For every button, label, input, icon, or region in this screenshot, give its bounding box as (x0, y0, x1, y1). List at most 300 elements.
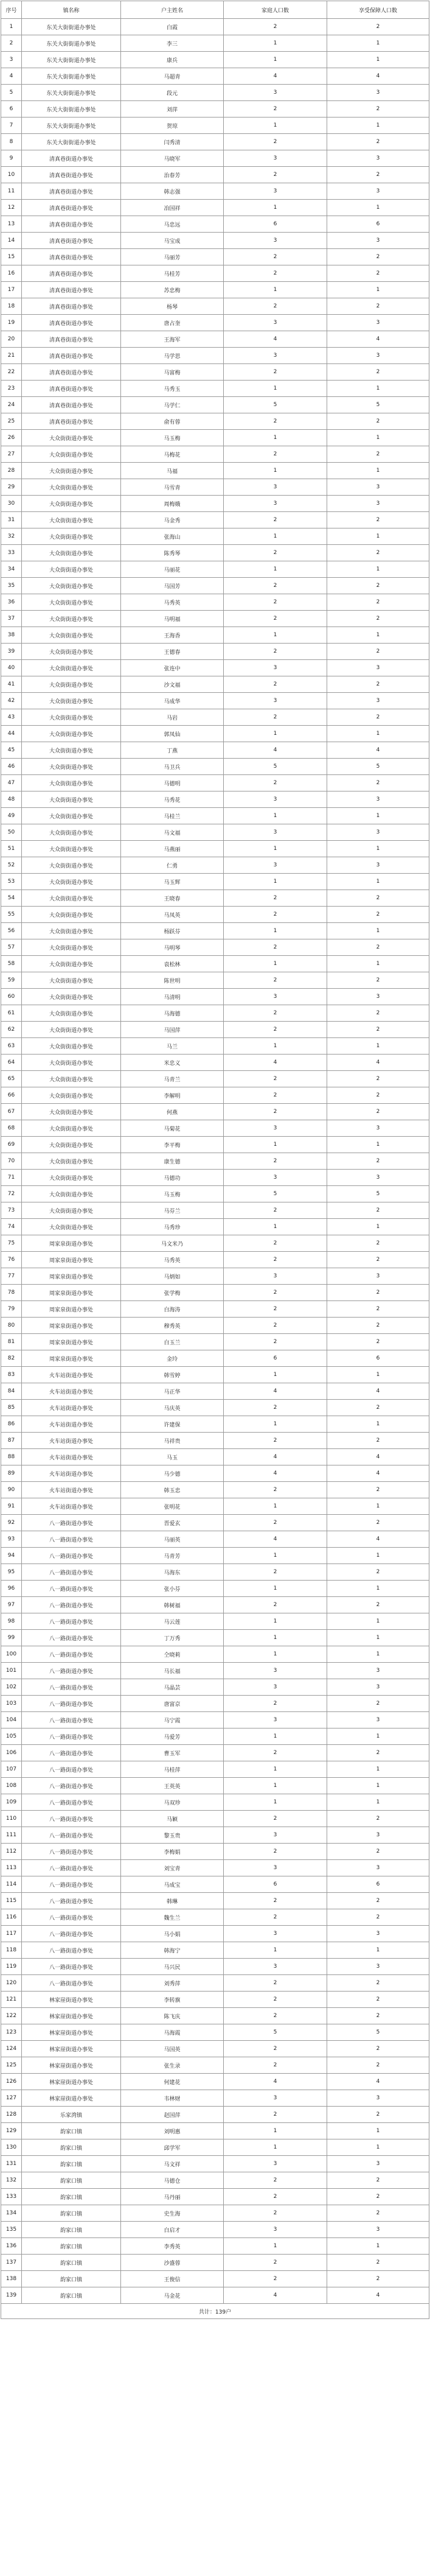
town-name: 韵家口镇 (22, 2222, 121, 2238)
town-name: 八一路街道办事处 (22, 1827, 121, 1844)
householder-name: 李秀英 (121, 2238, 224, 2255)
town-name: 大众街街道办事处 (22, 676, 121, 693)
family-size: 1 (224, 2139, 327, 2156)
family-size: 2 (224, 578, 327, 594)
family-size: 2 (224, 1087, 327, 1104)
table-row (1, 1515, 429, 1531)
covered-size: 1 (327, 1219, 429, 1235)
family-size: 3 (224, 791, 327, 808)
covered-size: 2 (327, 1696, 429, 1712)
row-index: 114 (1, 1876, 22, 1893)
covered-size: 2 (327, 1318, 429, 1334)
householder-name: 马双珍 (121, 1794, 224, 1811)
town-name: 清真巷街道办事处 (22, 183, 121, 200)
row-index: 97 (1, 1597, 22, 1613)
householder-name: 韩琳 (121, 1893, 224, 1909)
family-size: 2 (224, 1104, 327, 1120)
town-name: 大众街街道办事处 (22, 956, 121, 972)
householder-name: 马德明 (121, 775, 224, 791)
householder-name: 刘明惠 (121, 2123, 224, 2139)
covered-size: 2 (327, 890, 429, 907)
town-name: 大众街街道办事处 (22, 463, 121, 479)
covered-size: 6 (327, 1876, 429, 1893)
row-index: 103 (1, 1696, 22, 1712)
row-index: 99 (1, 1630, 22, 1646)
row-index: 44 (1, 726, 22, 742)
family-size: 2 (224, 101, 327, 118)
table-row (1, 2255, 429, 2271)
town-name: 大众街街道办事处 (22, 430, 121, 446)
householder-name: 何建花 (121, 2074, 224, 2090)
row-index: 121 (1, 1992, 22, 2008)
family-size: 2 (224, 249, 327, 265)
covered-size: 2 (327, 1153, 429, 1170)
row-index: 30 (1, 496, 22, 512)
covered-size: 2 (327, 1202, 429, 1219)
family-size: 5 (224, 1186, 327, 1202)
householder-name: 李解明 (121, 1087, 224, 1104)
town-name: 大众街街道办事处 (22, 989, 121, 1005)
table-row (1, 397, 429, 413)
covered-size: 2 (327, 1597, 429, 1613)
family-size: 1 (224, 1416, 327, 1433)
covered-size: 4 (327, 2287, 429, 2304)
family-size: 1 (224, 561, 327, 578)
table-row (1, 676, 429, 693)
town-name: 周家泉街道办事处 (22, 1334, 121, 1350)
town-name: 火车站街道办事处 (22, 1367, 121, 1383)
covered-size: 3 (327, 348, 429, 364)
table-row (1, 19, 429, 35)
covered-size: 3 (327, 1860, 429, 1876)
householder-name: 米忠义 (121, 1055, 224, 1071)
covered-size: 2 (327, 2057, 429, 2074)
covered-size: 2 (327, 1811, 429, 1827)
householder-name: 马晶芸 (121, 1679, 224, 1696)
town-name: 清真巷街道办事处 (22, 331, 121, 348)
table-row (1, 1120, 429, 1137)
town-name: 清真巷街道办事处 (22, 249, 121, 265)
covered-size: 2 (327, 1975, 429, 1992)
row-index: 101 (1, 1663, 22, 1679)
family-size: 5 (224, 397, 327, 413)
family-size: 2 (224, 265, 327, 282)
covered-size: 2 (327, 2255, 429, 2271)
covered-size: 6 (327, 216, 429, 233)
table-row (1, 594, 429, 611)
householder-name: 韩志强 (121, 183, 224, 200)
table-row (1, 709, 429, 726)
family-size: 4 (224, 331, 327, 348)
header-covered-size: 享受保障人口数 (327, 1, 429, 19)
table-row (1, 1137, 429, 1153)
town-name: 大众街街道办事处 (22, 627, 121, 644)
town-name: 八一路街道办事处 (22, 1794, 121, 1811)
covered-size: 2 (327, 1071, 429, 1087)
table-row (1, 1104, 429, 1120)
family-size: 1 (224, 627, 327, 644)
town-name: 清真巷街道办事处 (22, 298, 121, 315)
table-row (1, 1153, 429, 1170)
table-row (1, 611, 429, 627)
householder-name: 马金花 (121, 2287, 224, 2304)
family-size: 2 (224, 1202, 327, 1219)
town-name: 大众街街道办事处 (22, 594, 121, 611)
header-householder: 户主姓名 (121, 1, 224, 19)
householder-name: 马爱芳 (121, 1728, 224, 1745)
covered-size: 3 (327, 1712, 429, 1728)
family-size: 4 (224, 2074, 327, 2090)
town-name: 清真巷街道办事处 (22, 200, 121, 216)
table-row (1, 1646, 429, 1663)
town-name: 火车站街道办事处 (22, 1465, 121, 1482)
householder-name: 韩树福 (121, 1597, 224, 1613)
row-index: 56 (1, 923, 22, 939)
row-index: 63 (1, 1038, 22, 1055)
table-row (1, 331, 429, 348)
householder-name: 张海山 (121, 528, 224, 545)
table-row (1, 1630, 429, 1646)
covered-size: 1 (327, 1498, 429, 1515)
table-row (1, 1087, 429, 1104)
table-row (1, 1350, 429, 1367)
table-row (1, 52, 429, 68)
table-row (1, 1219, 429, 1235)
table-row (1, 1811, 429, 1827)
family-size: 1 (224, 1942, 327, 1959)
table-row (1, 134, 429, 150)
householder-name: 马秀花 (121, 791, 224, 808)
town-name: 火车站街道办事处 (22, 1449, 121, 1465)
householder-name: 马德仓 (121, 2172, 224, 2189)
town-name: 东关大街街道办事处 (22, 134, 121, 150)
covered-size: 1 (327, 528, 429, 545)
family-size: 2 (224, 19, 327, 35)
householder-name: 康生德 (121, 1153, 224, 1170)
table-row (1, 315, 429, 331)
table-row (1, 1613, 429, 1630)
covered-size: 2 (327, 2041, 429, 2057)
householder-name: 魏生兰 (121, 1909, 224, 1926)
row-index: 134 (1, 2205, 22, 2222)
town-name: 韵家口镇 (22, 2172, 121, 2189)
row-index: 105 (1, 1728, 22, 1745)
covered-size: 1 (327, 2123, 429, 2139)
householder-name: 马宁霞 (121, 1712, 224, 1728)
town-name: 大众街街道办事处 (22, 907, 121, 923)
covered-size: 2 (327, 578, 429, 594)
table-row (1, 2189, 429, 2205)
family-size: 1 (224, 118, 327, 134)
town-name: 八一路街道办事处 (22, 1860, 121, 1876)
town-name: 大众街街道办事处 (22, 1219, 121, 1235)
row-index: 33 (1, 545, 22, 561)
row-index: 113 (1, 1860, 22, 1876)
family-size: 1 (224, 35, 327, 52)
row-index: 82 (1, 1350, 22, 1367)
covered-size: 1 (327, 1416, 429, 1433)
table-row (1, 150, 429, 167)
row-index: 100 (1, 1646, 22, 1663)
town-name: 韵家口镇 (22, 2205, 121, 2222)
family-size: 1 (224, 463, 327, 479)
town-name: 火车站街道办事处 (22, 1498, 121, 1515)
row-index: 108 (1, 1778, 22, 1794)
row-index: 40 (1, 660, 22, 676)
family-size: 2 (224, 611, 327, 627)
covered-size: 2 (327, 298, 429, 315)
table-row (1, 2090, 429, 2107)
table-row (1, 726, 429, 742)
householder-name: 马燕丽 (121, 841, 224, 857)
table-row (1, 2107, 429, 2123)
town-name: 八一路街道办事处 (22, 1712, 121, 1728)
covered-size: 2 (327, 1285, 429, 1301)
family-size: 2 (224, 1022, 327, 1038)
householder-name: 马海东 (121, 1564, 224, 1581)
row-index: 65 (1, 1071, 22, 1087)
family-size: 1 (224, 1761, 327, 1778)
householder-name: 韩雪婷 (121, 1367, 224, 1383)
town-name: 八一路街道办事处 (22, 1564, 121, 1581)
householder-name: 马秀英 (121, 1252, 224, 1268)
table-body (1, 19, 429, 2304)
covered-size: 1 (327, 2238, 429, 2255)
town-name: 火车站街道办事处 (22, 1416, 121, 1433)
town-name: 大众街街道办事处 (22, 644, 121, 660)
town-name: 八一路街道办事处 (22, 1909, 121, 1926)
town-name: 林家崖街道办事处 (22, 2074, 121, 2090)
householder-name: 李转旗 (121, 1992, 224, 2008)
row-index: 35 (1, 578, 22, 594)
table-row (1, 989, 429, 1005)
table-row (1, 627, 429, 644)
row-index: 119 (1, 1959, 22, 1975)
row-index: 3 (1, 52, 22, 68)
householder-name: 白启才 (121, 2222, 224, 2238)
town-name: 东关大街街道办事处 (22, 35, 121, 52)
covered-size: 1 (327, 35, 429, 52)
table-row (1, 1202, 429, 1219)
family-size: 1 (224, 52, 327, 68)
table-row (1, 1268, 429, 1285)
total-households: 共计：139户 (1, 2304, 429, 2319)
family-size: 3 (224, 1712, 327, 1728)
family-size: 1 (224, 1367, 327, 1383)
town-name: 大众街街道办事处 (22, 1005, 121, 1022)
row-index: 73 (1, 1202, 22, 1219)
family-size: 2 (224, 2189, 327, 2205)
row-index: 139 (1, 2287, 22, 2304)
householder-name: 马成华 (121, 693, 224, 709)
covered-size: 5 (327, 2024, 429, 2041)
row-index: 98 (1, 1613, 22, 1630)
householder-name: 丁万秀 (121, 1630, 224, 1646)
table-row (1, 2074, 429, 2090)
town-name: 大众街街道办事处 (22, 660, 121, 676)
covered-size: 2 (327, 907, 429, 923)
town-name: 大众街街道办事处 (22, 759, 121, 775)
table-row (1, 923, 429, 939)
row-index: 71 (1, 1170, 22, 1186)
row-index: 45 (1, 742, 22, 759)
family-size: 3 (224, 233, 327, 249)
covered-size: 2 (327, 1235, 429, 1252)
family-size: 3 (224, 348, 327, 364)
row-index: 37 (1, 611, 22, 627)
covered-size: 2 (327, 512, 429, 528)
footer-row (1, 2304, 429, 2319)
householder-name: 邱学军 (121, 2139, 224, 2156)
householder-name: 韦林财 (121, 2090, 224, 2107)
row-index: 47 (1, 775, 22, 791)
town-name: 林家崖街道办事处 (22, 2008, 121, 2024)
householder-name: 张小芬 (121, 1581, 224, 1597)
town-name: 八一路街道办事处 (22, 1876, 121, 1893)
householder-name: 穆秀英 (121, 1318, 224, 1334)
covered-size: 1 (327, 956, 429, 972)
family-size: 2 (224, 1252, 327, 1268)
table-row (1, 2008, 429, 2024)
row-index: 5 (1, 85, 22, 101)
town-name: 大众街街道办事处 (22, 1071, 121, 1087)
table-row (1, 479, 429, 496)
town-name: 清真巷街道办事处 (22, 233, 121, 249)
covered-size: 1 (327, 1728, 429, 1745)
table-row (1, 183, 429, 200)
covered-size: 1 (327, 1761, 429, 1778)
householder-name: 俞有蓉 (121, 413, 224, 430)
town-name: 大众街街道办事处 (22, 545, 121, 561)
table-row (1, 841, 429, 857)
covered-size: 2 (327, 167, 429, 183)
family-size: 2 (224, 298, 327, 315)
covered-size: 2 (327, 446, 429, 463)
row-index: 81 (1, 1334, 22, 1350)
row-index: 27 (1, 446, 22, 463)
row-index: 93 (1, 1531, 22, 1548)
town-name: 八一路街道办事处 (22, 1975, 121, 1992)
family-size: 2 (224, 972, 327, 989)
table-row (1, 972, 429, 989)
householder-name: 苏忠梅 (121, 282, 224, 298)
row-index: 19 (1, 315, 22, 331)
covered-size: 3 (327, 233, 429, 249)
covered-size: 3 (327, 150, 429, 167)
row-index: 138 (1, 2271, 22, 2287)
covered-size: 1 (327, 726, 429, 742)
householder-name: 王德春 (121, 644, 224, 660)
family-size: 3 (224, 315, 327, 331)
table-row (1, 693, 429, 709)
row-index: 42 (1, 693, 22, 709)
town-name: 东关大街街道办事处 (22, 101, 121, 118)
family-size: 5 (224, 759, 327, 775)
town-name: 清真巷街道办事处 (22, 348, 121, 364)
town-name: 林家崖街道办事处 (22, 2090, 121, 2107)
family-size: 2 (224, 545, 327, 561)
table-row (1, 1531, 429, 1548)
family-size: 3 (224, 479, 327, 496)
covered-size: 2 (327, 101, 429, 118)
householder-name: 杨跃芬 (121, 923, 224, 939)
family-size: 2 (224, 1285, 327, 1301)
town-name: 八一路街道办事处 (22, 1646, 121, 1663)
covered-size: 2 (327, 19, 429, 35)
row-index: 86 (1, 1416, 22, 1433)
row-index: 43 (1, 709, 22, 726)
family-size: 2 (224, 2271, 327, 2287)
town-name: 周家泉街道办事处 (22, 1301, 121, 1318)
family-size: 2 (224, 167, 327, 183)
covered-size: 2 (327, 644, 429, 660)
householder-name: 马富梅 (121, 364, 224, 381)
town-name: 火车站街道办事处 (22, 1482, 121, 1498)
row-index: 22 (1, 364, 22, 381)
covered-size: 4 (327, 1465, 429, 1482)
town-name: 大众街街道办事处 (22, 824, 121, 841)
town-name: 大众街街道办事处 (22, 1186, 121, 1202)
covered-size: 3 (327, 315, 429, 331)
householder-name: 白海涛 (121, 1301, 224, 1318)
householder-name: 马青兰 (121, 1071, 224, 1087)
row-index: 61 (1, 1005, 22, 1022)
family-size: 2 (224, 907, 327, 923)
table-row (1, 1761, 429, 1778)
row-index: 123 (1, 2024, 22, 2041)
family-size: 2 (224, 1235, 327, 1252)
householder-name: 王海军 (121, 331, 224, 348)
assistance-table-container (1, 1, 429, 2319)
town-name: 清真巷街道办事处 (22, 397, 121, 413)
town-name: 大众街街道办事处 (22, 611, 121, 627)
row-index: 60 (1, 989, 22, 1005)
table-row (1, 68, 429, 85)
covered-size: 2 (327, 1992, 429, 2008)
town-name: 韵家口镇 (22, 2139, 121, 2156)
table-row (1, 742, 429, 759)
householder-name: 刘宝青 (121, 1860, 224, 1876)
covered-size: 1 (327, 1367, 429, 1383)
table-row (1, 1745, 429, 1761)
householder-name: 沙文福 (121, 676, 224, 693)
row-index: 133 (1, 2189, 22, 2205)
table-row (1, 249, 429, 265)
family-size: 1 (224, 1794, 327, 1811)
town-name: 八一路街道办事处 (22, 1926, 121, 1942)
family-size: 2 (224, 1005, 327, 1022)
householder-name: 马梅花 (121, 446, 224, 463)
covered-size: 1 (327, 1137, 429, 1153)
householder-name: 马成宝 (121, 1876, 224, 1893)
table-row (1, 824, 429, 841)
town-name: 大众街街道办事处 (22, 857, 121, 874)
table-row (1, 857, 429, 874)
row-index: 79 (1, 1301, 22, 1318)
covered-size: 2 (327, 1301, 429, 1318)
row-index: 48 (1, 791, 22, 808)
town-name: 东关大街街道办事处 (22, 19, 121, 35)
covered-size: 1 (327, 1778, 429, 1794)
row-index: 1 (1, 19, 22, 35)
table-row (1, 1728, 429, 1745)
covered-size: 2 (327, 249, 429, 265)
covered-size: 2 (327, 709, 429, 726)
row-index: 94 (1, 1548, 22, 1564)
covered-size: 1 (327, 561, 429, 578)
householder-name: 何燕 (121, 1104, 224, 1120)
householder-name: 马清明 (121, 989, 224, 1005)
